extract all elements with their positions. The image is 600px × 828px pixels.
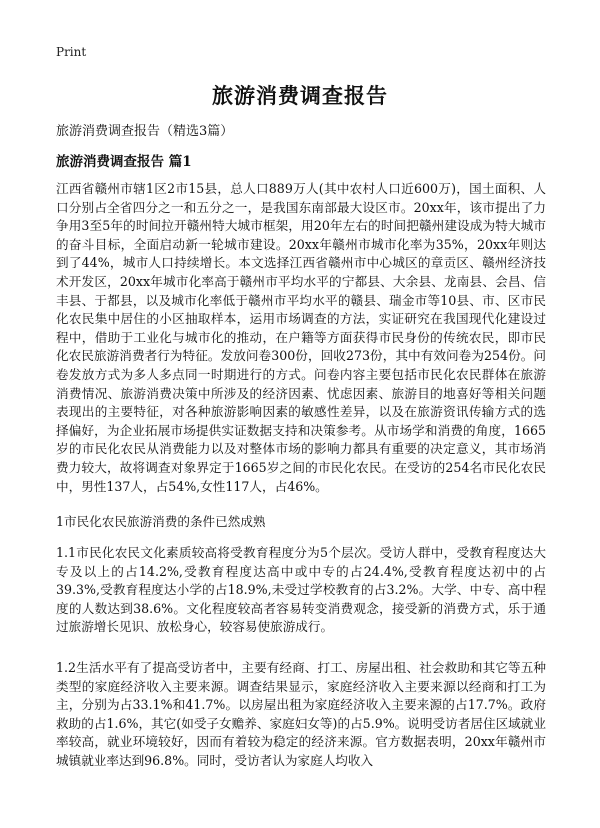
print-link[interactable]: Print xyxy=(56,45,87,59)
document-title: 旅游消费调查报告 xyxy=(212,83,388,108)
section-heading: 旅游消费调查报告 篇1 xyxy=(56,154,192,170)
paragraph-education: 1.1市民化农民文化素质较高将受教育程度分为5个层次。受访人群中，受教育程度达大专及以上的占14.2%,受教育程度达高中或中专的占24.4%,受教育程度达初中的占39.3%,受教育程度达小学的占18.9%,未受过学校教育的占3.2%。大学、中专、高中程度的人数达到38.6%。文化程度较高者容易转变消费观念，接受新的消费方式，乐于通过旅游增长见识、放松身心，较容易使旅游成行。 xyxy=(56,545,546,635)
sub-heading: 1市民化农民旅游消费的条件已然成熟 xyxy=(56,514,266,529)
paragraph-intro: 江西省赣州市辖1区2市15县，总人口889万人(其中农村人口近600万)，国土面积、人口分别占全省四分之一和五分之一，是我国东南部最大设区市。20xx年，该市提出了力争用3至5年的时间拉开赣州特大城市框架，用20年左右的时间把赣州建设成为特大城市的奋斗目标，全面启动新一轮城市建设。20xx年赣州市城市化率为35%，20xx年则达到了44%，城市人口持续增长。本文选择江西省赣州市中心城区的章贡区、赣州经济技术开发区，20xx年城市化率高于赣州市平均水平的宁都县、大余县、龙南县、会昌、信丰县、于都县，以及城市化率低于赣州市平均水平的赣县、瑞金市等10县、市、区市民化农民集中居住的小区抽取样本，运用市场调查的方法，实证研究在我国现代化建设过程中，借助于工业化与城市化的推动，在户籍等方面获得市民身份的传统农民，即市民化农民旅游消费者行为特征。发放问卷300份，回收273份，其中有效问卷为254份。问卷发放方式为多人多点同一时期进行的方式。问卷内容主要包括市民化农民群体在旅游消费情况、旅游消费决策中所涉及的经济因素、忧虑因素、旅游目的地喜好等相关问题表现出的主要特征，对各种旅游影响因素的敏感性差异，以及在旅游资讯传输方式的选择偏好，为企业拓展市场提供实证数据支持和决策参考。从市场学和消费的角度，1665岁的市民化农民从消费能力以及对整体市场的影响力都具有重要的决定意义，其市场消费力较大，故将调查对象界定于1665岁之间的市民化农民。在受访的254名市民化农民中，男性137人，占54%,女性117人，占46%。 xyxy=(56,181,546,494)
paragraph-income: 1.2生活水平有了提高受访者中，主要有经商、打工、房屋出租、社会救助和其它等五种类型的家庭经济收入主要来源。调查结果显示，家庭经济收入主要来源以经商和打工为主，分别为占33.1%和41.7%。以房屋出租为家庭经济收入主要来源的占17.7%。政府救助的占1.6%，其它(如受子女赡养、家庭妇女等)的占5.9%。说明受访者居住区域就业率较高，就业环境较好，因而有着较为稳定的经济来源。官方数据表明，20xx年赣州市城镇就业率达到96.8%。同时，受访者认为家庭人均收入 xyxy=(56,660,546,768)
document-subtitle: 旅游消费调查报告（精选3篇） xyxy=(56,124,234,139)
